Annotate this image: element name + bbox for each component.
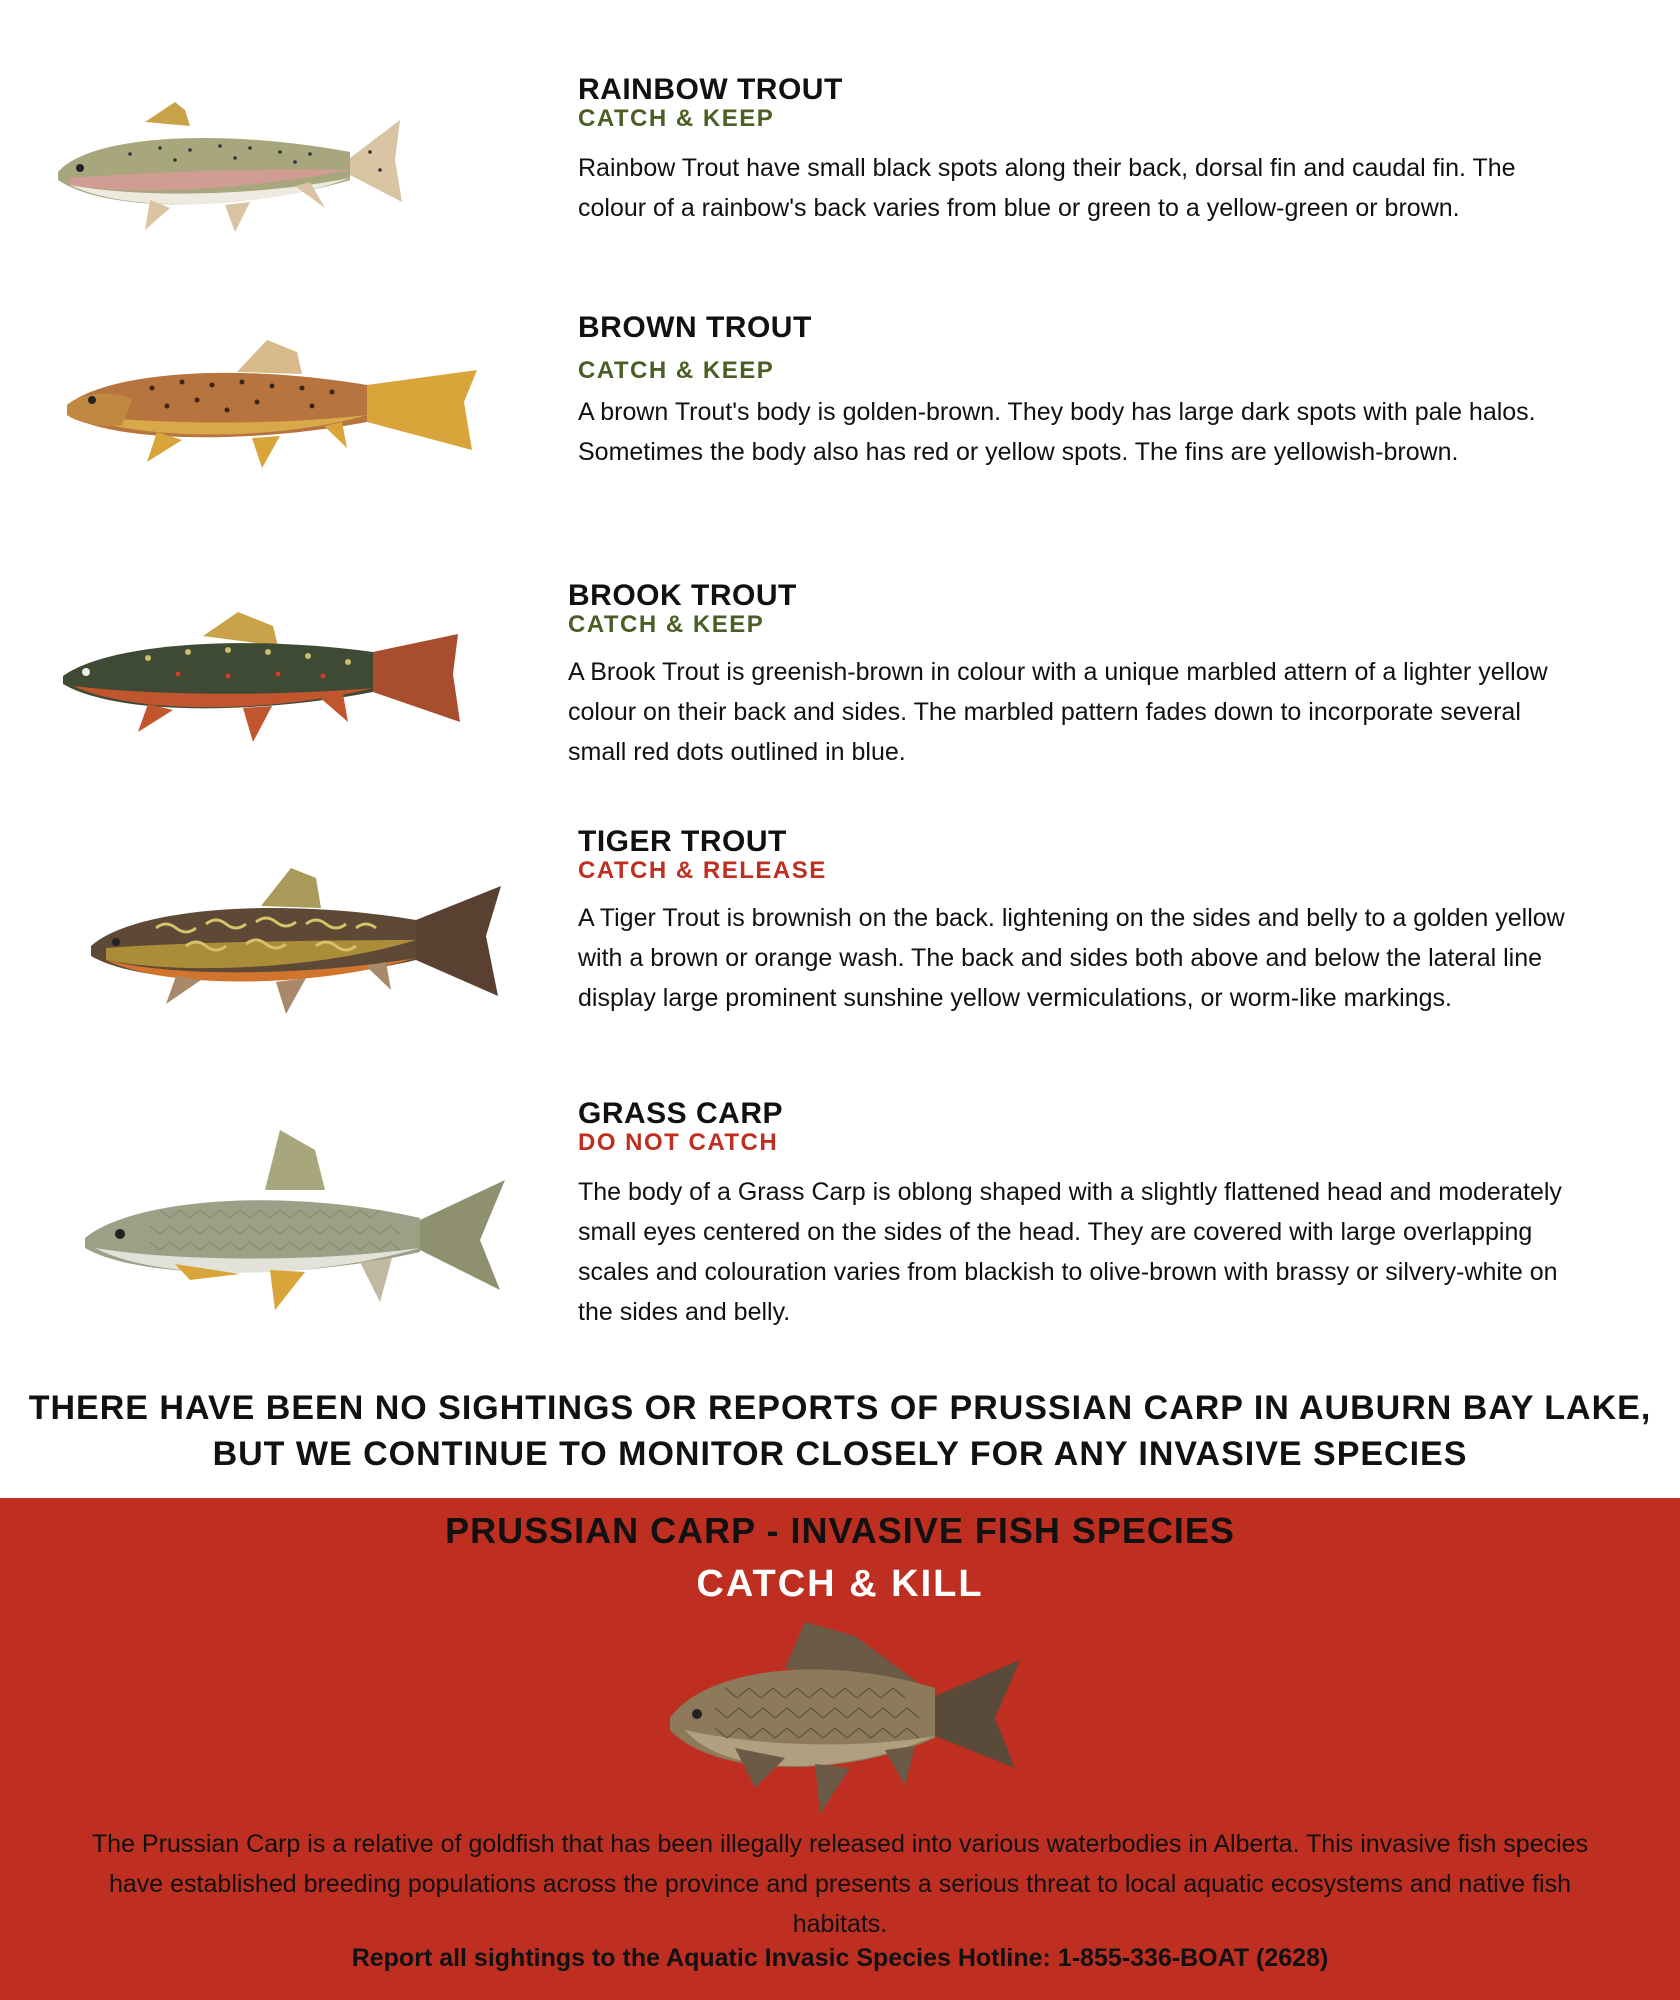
tiger-trout-text (578, 826, 1638, 1018)
notice-line-1: THERE HAVE BEEN NO SIGHTINGS OR REPORTS OF PRUSSIAN CARP IN AUBURN BAY LAKE, (28, 1389, 1652, 1427)
notice-banner (0, 1385, 1680, 1477)
fish-name: GRASS CARP (578, 1097, 784, 1130)
fish-name: RAINBOW TROUT (578, 73, 843, 106)
rainbow-trout-text (578, 74, 1618, 228)
fish-status: DO NOT CATCH (578, 1129, 779, 1156)
fish-description: A Brook Trout is greenish-brown in colour with a unique marbled attern of a lighter yellow colour on their back and sides. The marbled pattern fades down to incorporate several small red dots outlined in blue. (568, 658, 1548, 766)
grass-carp-text (578, 1098, 1638, 1332)
hotline-text: Report all sightings to the Aquatic Invasic Species Hotline: 1-855-336-BOAT (2628) (351, 1944, 1329, 1972)
invasive-species-panel (0, 1498, 1680, 2000)
fish-description: A brown Trout's body is golden-brown. They body has large dark spots with pale halos. Sometimes the body also has red or yellow spots. The fins are yellowish-brown. (578, 398, 1536, 466)
fish-name: BROOK TROUT (568, 579, 797, 612)
fish-description: Rainbow Trout have small black spots along their back, dorsal fin and caudal fin. The colour of a rainbow's back varies from blue or green to a yellow-green or brown. (578, 154, 1516, 222)
brown-trout-illustration (62, 330, 482, 480)
grass-carp-illustration (80, 1130, 510, 1330)
fish-status: CATCH & RELEASE (578, 857, 827, 884)
brown-trout-text (578, 312, 1638, 472)
brook-trout-text (568, 580, 1628, 772)
fish-status: CATCH & KEEP (578, 357, 775, 384)
fish-description: A Tiger Trout is brownish on the back. lightening on the sides and belly to a golden yellow with a brown or orange wash. The back and sides both above and below the lateral line display large prominent sunshine yellow vermiculations, or worm-like markings. (578, 904, 1565, 1012)
prussian-carp-illustration (665, 1618, 1025, 1823)
invasive-description: The Prussian Carp is a relative of goldfish that has been illegally released into various waterbodies in Alberta. This invasive fish species have established breeding populations across the province and presents a serious threat to local aquatic ecosystems and native fish habitats. (91, 1830, 1589, 1938)
rainbow-trout-illustration (50, 90, 490, 250)
brook-trout-illustration (58, 604, 468, 764)
fish-name: BROWN TROUT (578, 311, 812, 344)
notice-line-2: BUT WE CONTINUE TO MONITOR CLOSELY FOR ANY INVASIVE SPECIES (212, 1435, 1468, 1473)
invasive-title: PRUSSIAN CARP - INVASIVE FISH SPECIES (445, 1510, 1235, 1551)
fish-description: The body of a Grass Carp is oblong shaped with a slightly flattened head and moderately small eyes centered on the sides of the head. They are covered with large overlapping scales and colouration varies from blackish to olive-brown with brassy or silvery-white on the sides and belly. (578, 1178, 1562, 1326)
fish-status: CATCH & KEEP (568, 611, 765, 638)
tiger-trout-illustration (86, 868, 506, 1028)
fish-name: TIGER TROUT (578, 825, 787, 858)
invasive-status: CATCH & KILL (696, 1563, 984, 1605)
fish-status: CATCH & KEEP (578, 105, 775, 132)
